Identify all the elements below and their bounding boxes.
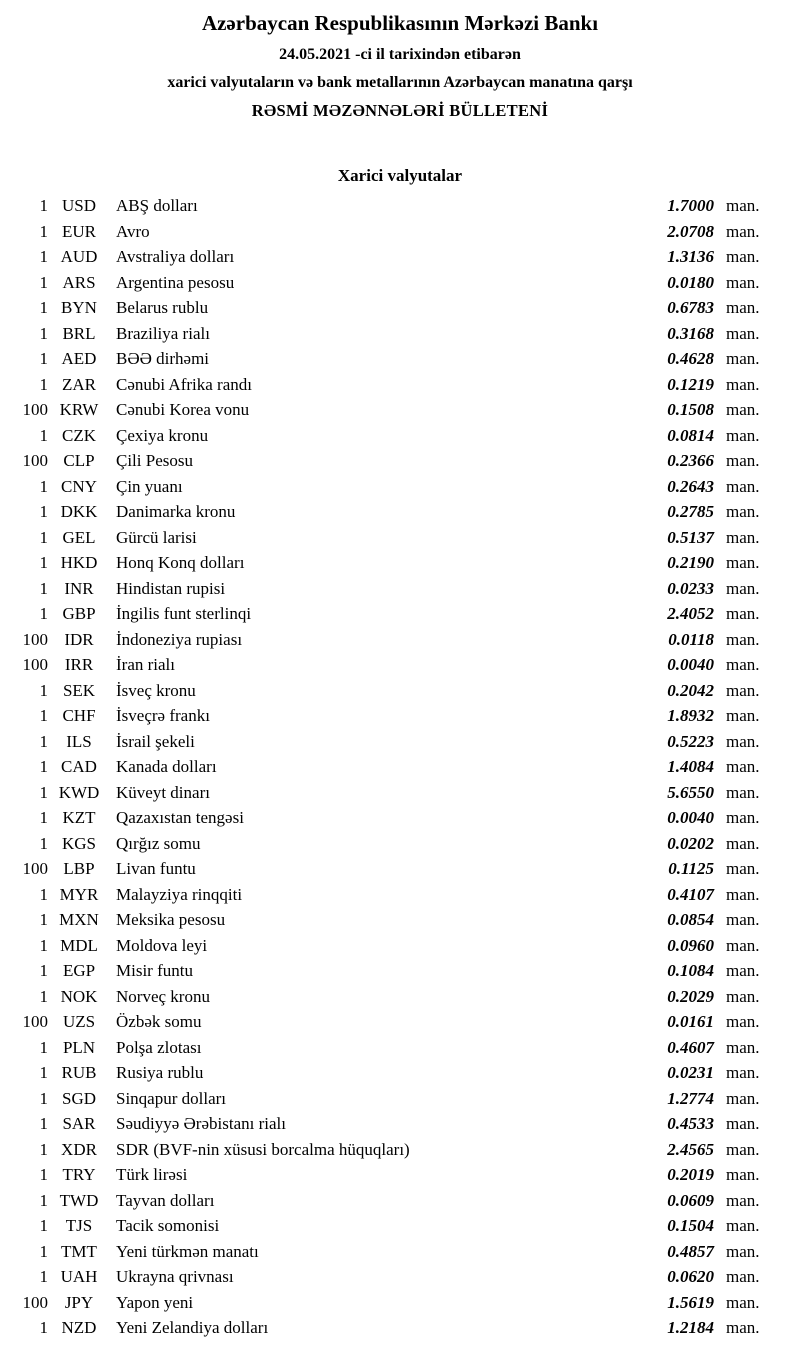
rate-value: 0.2366 [667, 451, 714, 470]
currency-row [0, 474, 800, 500]
currency-code: AUD [60, 247, 98, 266]
currency-row [0, 1009, 800, 1035]
currency-name: İran rialı [116, 655, 175, 674]
currency-quantity: 1 [39, 1241, 48, 1261]
unit-label: man. [726, 247, 760, 266]
unit-label: man. [726, 731, 760, 751]
currency-code: PLN [62, 1037, 96, 1057]
currency-code: MXN [59, 910, 99, 929]
currency-row [0, 1162, 800, 1188]
currency-code: IRR [64, 655, 94, 674]
currency-quantity: 100 [22, 1292, 48, 1312]
currency-name: Yeni Zelandiya dolları [116, 1318, 269, 1337]
currency-code: AED [61, 349, 97, 368]
currency-quantity: 1 [39, 1190, 48, 1210]
currency-code: KWD [58, 782, 100, 802]
unit-label: man. [726, 553, 760, 572]
currency-quantity: 1 [39, 833, 48, 853]
currency-quantity: 1 [39, 349, 48, 368]
rate-value: 2.0708 [667, 221, 714, 241]
currency-code: LBP [63, 859, 95, 878]
rate-value: 0.1504 [667, 1216, 714, 1235]
unit-label: man. [726, 1114, 760, 1133]
currency-name: Kanada dolları [116, 757, 217, 776]
rate-value: 0.0233 [667, 578, 714, 598]
currency-code: CLP [63, 451, 95, 470]
unit-label: man. [726, 1292, 760, 1312]
currency-code: BYN [61, 298, 97, 317]
currency-code: SGD [61, 1088, 96, 1108]
rate-value: 1.2774 [667, 1088, 714, 1108]
currency-row [0, 576, 800, 602]
currency-quantity: 1 [39, 1165, 48, 1184]
unit-label: man. [726, 1267, 760, 1286]
currency-row [0, 984, 800, 1010]
currency-name: Honq Konq dolları [116, 553, 245, 572]
currency-code: SAR [62, 1114, 96, 1133]
currency-quantity: 1 [39, 604, 48, 623]
currency-code: USD [61, 196, 96, 215]
unit-label: man. [726, 833, 760, 853]
currency-code: GBP [62, 604, 96, 623]
currency-name: Livan funtu [116, 859, 196, 878]
rate-value: 1.5619 [667, 1292, 714, 1312]
currency-name: Gürcü larisi [116, 527, 197, 547]
currency-quantity: 100 [22, 629, 48, 649]
currency-quantity: 1 [39, 884, 48, 904]
currency-row [0, 270, 800, 296]
rate-value: 0.0180 [667, 272, 714, 292]
currency-name: Çexiya kronu [116, 425, 209, 445]
unit-label: man. [726, 680, 760, 700]
currency-name: BƏƏ dirhəmi [116, 349, 210, 368]
currency-code: UZS [62, 1012, 96, 1031]
rate-value: 0.0609 [667, 1190, 714, 1210]
currency-quantity: 1 [39, 323, 48, 343]
currency-quantity: 1 [39, 578, 48, 598]
rate-value: 0.0161 [667, 1012, 714, 1031]
currency-quantity: 1 [39, 986, 48, 1006]
currency-row [0, 346, 800, 372]
currency-row [0, 1111, 800, 1137]
unit-label: man. [726, 1139, 760, 1159]
currency-quantity: 100 [22, 859, 48, 878]
currency-row [0, 244, 800, 270]
currency-name: Misir funtu [116, 961, 193, 980]
unit-label: man. [726, 1190, 760, 1210]
currency-row [0, 805, 800, 831]
currency-name: Cənubi Afrika randı [116, 374, 252, 394]
rate-value: 0.0960 [667, 935, 714, 955]
rate-value: 1.8932 [667, 706, 714, 725]
currency-name: ABŞ dolları [116, 196, 198, 215]
currency-name: Danimarka kronu [116, 502, 236, 521]
currency-row [0, 729, 800, 755]
rate-value: 0.5137 [667, 527, 714, 547]
currency-code: DKK [60, 502, 98, 521]
currency-code: KZT [62, 808, 96, 827]
currency-code: CAD [61, 757, 97, 776]
currency-rates-table [0, 193, 800, 1341]
unit-label: man. [726, 961, 760, 980]
currency-quantity: 100 [22, 400, 48, 419]
currency-quantity: 1 [39, 1139, 48, 1159]
currency-name: İsveç kronu [116, 680, 196, 700]
rate-value: 0.2029 [667, 986, 714, 1006]
unit-label: man. [726, 298, 760, 317]
unit-label: man. [726, 884, 760, 904]
currency-name: Meksika pesosu [116, 910, 226, 929]
rate-value: 0.4533 [667, 1114, 714, 1133]
currency-row [0, 1239, 800, 1265]
currency-name: Argentina pesosu [116, 272, 235, 292]
currency-code: CNY [61, 476, 97, 496]
currency-name: Yeni türkmən manatı [116, 1241, 259, 1261]
currency-name: Özbək somu [116, 1012, 202, 1031]
currency-code: TWD [59, 1190, 99, 1210]
rate-value: 0.2042 [667, 680, 714, 700]
unit-label: man. [726, 374, 760, 394]
rate-value: 0.4857 [667, 1241, 714, 1261]
currency-name: Tacik somonisi [116, 1216, 220, 1235]
currency-quantity: 1 [39, 910, 48, 929]
currency-quantity: 1 [39, 425, 48, 445]
rate-value: 0.6783 [667, 298, 714, 317]
rate-value: 1.3136 [667, 247, 714, 266]
rate-value: 0.0620 [667, 1267, 714, 1286]
rate-value: 0.2785 [667, 502, 714, 521]
rate-value: 1.4084 [667, 757, 714, 776]
effective-date-line: 24.05.2021 -ci il tarixindən etibarən [279, 46, 521, 63]
currency-row [0, 193, 800, 219]
currency-quantity: 1 [39, 706, 48, 725]
currency-name: İngilis funt sterlinqi [116, 604, 252, 623]
currency-row [0, 550, 800, 576]
currency-row [0, 1290, 800, 1316]
currency-quantity: 1 [39, 1063, 48, 1082]
rate-value: 0.2643 [667, 476, 714, 496]
unit-label: man. [726, 1165, 760, 1184]
currency-name: Çin yuanı [116, 476, 183, 496]
unit-label: man. [726, 502, 760, 521]
currency-code: RUB [61, 1063, 97, 1082]
currency-quantity: 1 [39, 1216, 48, 1235]
currency-quantity: 100 [22, 1012, 48, 1031]
currency-code: GEL [62, 527, 96, 547]
rate-value: 0.1084 [667, 961, 714, 980]
unit-label: man. [726, 451, 760, 470]
currency-name: Braziliya rialı [116, 323, 210, 343]
currency-name: Küveyt dinarı [116, 782, 210, 802]
currency-row [0, 1137, 800, 1163]
rate-value: 0.2019 [667, 1165, 714, 1184]
unit-label: man. [726, 196, 760, 215]
currency-row [0, 1035, 800, 1061]
currency-quantity: 1 [39, 374, 48, 394]
currency-row [0, 372, 800, 398]
currency-name: İsveçrə frankı [116, 706, 210, 725]
unit-label: man. [726, 1318, 760, 1337]
currency-code: HKD [60, 553, 98, 572]
currency-quantity: 1 [39, 731, 48, 751]
unit-label: man. [726, 1063, 760, 1082]
unit-label: man. [726, 655, 760, 674]
rate-value: 0.0118 [668, 629, 714, 649]
currency-name: Qırğız somu [116, 833, 201, 853]
currency-quantity: 1 [39, 553, 48, 572]
currency-code: INR [64, 578, 94, 598]
currency-row [0, 321, 800, 347]
currency-row [0, 780, 800, 806]
currency-code: NZD [61, 1318, 97, 1337]
unit-label: man. [726, 1241, 760, 1261]
currency-name: Hindistan rupisi [116, 578, 226, 598]
currency-code: TRY [62, 1165, 96, 1184]
currency-quantity: 1 [39, 1088, 48, 1108]
currency-quantity: 1 [39, 757, 48, 776]
unit-label: man. [726, 221, 760, 241]
currency-quantity: 1 [39, 476, 48, 496]
currency-quantity: 1 [39, 1114, 48, 1133]
currency-quantity: 1 [39, 782, 48, 802]
rate-value: 5.6550 [667, 782, 714, 802]
currency-code: CZK [62, 425, 96, 445]
currency-name: Sinqapur dolları [116, 1088, 227, 1108]
currency-code: SEK [62, 680, 96, 700]
section-title: Xarici valyutalar [337, 166, 463, 185]
unit-label: man. [726, 1012, 760, 1031]
currency-row [0, 652, 800, 678]
currency-name: SDR (BVF-nin xüsusi borcalma hüquqları) [116, 1139, 410, 1159]
currency-quantity: 1 [39, 272, 48, 292]
currency-row [0, 499, 800, 525]
unit-label: man. [726, 935, 760, 955]
unit-label: man. [726, 527, 760, 547]
currency-name: Tayvan dolları [116, 1190, 215, 1210]
currency-quantity: 1 [39, 961, 48, 980]
currency-row [0, 958, 800, 984]
unit-label: man. [726, 425, 760, 445]
currency-name: Cənubi Korea vonu [116, 400, 250, 419]
rate-value: 0.0231 [667, 1063, 714, 1082]
currency-name: Avstraliya dolları [116, 247, 235, 266]
currency-row [0, 907, 800, 933]
rate-value: 1.7000 [667, 196, 714, 215]
rate-value: 0.1219 [667, 374, 714, 394]
currency-code: EUR [62, 221, 96, 241]
unit-label: man. [726, 272, 760, 292]
currency-row [0, 627, 800, 653]
bulletin-header [0, 10, 800, 120]
unit-label: man. [726, 1216, 760, 1235]
unit-label: man. [726, 757, 760, 776]
currency-name: İndoneziya rupiası [116, 629, 243, 649]
currency-code: NOK [60, 986, 98, 1006]
currency-name: Norveç kronu [116, 986, 210, 1006]
currency-row [0, 882, 800, 908]
rate-value: 0.0040 [667, 808, 714, 827]
currency-name: Qazaxıstan tengəsi [116, 808, 244, 827]
unit-label: man. [726, 349, 760, 368]
currency-row [0, 448, 800, 474]
unit-label: man. [726, 782, 760, 802]
currency-code: MYR [59, 884, 99, 904]
currency-quantity: 100 [22, 655, 48, 674]
currency-row [0, 423, 800, 449]
currency-row [0, 1086, 800, 1112]
currency-code: IDR [64, 629, 94, 649]
currency-quantity: 1 [39, 247, 48, 266]
unit-label: man. [726, 400, 760, 419]
currency-code: KGS [61, 833, 96, 853]
currency-row [0, 754, 800, 780]
rate-value: 0.0202 [667, 833, 714, 853]
currency-quantity: 1 [39, 196, 48, 215]
currency-quantity: 1 [39, 935, 48, 955]
bulletin-title-line: RƏSMİ MƏZƏNNƏLƏRİ BÜLLETENİ [251, 101, 549, 120]
currency-code: TJS [65, 1216, 93, 1235]
currency-code: KRW [59, 400, 99, 419]
rate-value: 0.0854 [667, 910, 714, 929]
rate-value: 1.2184 [667, 1318, 714, 1337]
currency-code: JPY [64, 1292, 94, 1312]
unit-label: man. [726, 323, 760, 343]
currency-name: Çili Pesosu [116, 451, 193, 470]
currency-quantity: 1 [39, 808, 48, 827]
rate-value: 2.4052 [667, 604, 714, 623]
rate-value: 0.5223 [667, 731, 714, 751]
subject-line: xarici valyutaların və bank metallarının Azərbaycan manatına qarşı [167, 74, 633, 91]
currency-quantity: 1 [39, 502, 48, 521]
currency-name: İsrail şekeli [116, 731, 195, 751]
currency-name: Türk lirəsi [116, 1165, 188, 1184]
currency-row [0, 1060, 800, 1086]
rate-value: 0.0040 [667, 655, 714, 674]
currency-row [0, 397, 800, 423]
currency-code: ILS [66, 731, 92, 751]
currency-quantity: 1 [39, 680, 48, 700]
unit-label: man. [726, 1037, 760, 1057]
currency-row [0, 1315, 800, 1341]
rate-value: 2.4565 [667, 1139, 714, 1159]
currency-name: Belarus rublu [116, 298, 209, 317]
currency-quantity: 1 [39, 221, 48, 241]
currency-name: Ukrayna qrivnası [116, 1267, 234, 1286]
rate-value: 0.4628 [667, 349, 714, 368]
currency-name: Moldova leyi [116, 935, 208, 955]
currency-code: XDR [61, 1139, 97, 1159]
currency-row [0, 678, 800, 704]
currency-name: Yapon yeni [116, 1292, 194, 1312]
currency-row [0, 933, 800, 959]
rate-value: 0.3168 [667, 323, 714, 343]
currency-name: Səudiyyə Ərəbistanı rialı [116, 1114, 286, 1133]
currency-row [0, 831, 800, 857]
currency-row [0, 219, 800, 245]
rate-value: 0.4607 [667, 1037, 714, 1057]
currency-quantity: 1 [39, 298, 48, 317]
currency-code: TMT [61, 1241, 97, 1261]
currency-quantity: 1 [39, 1267, 48, 1286]
currency-name: Polşa zlotası [116, 1037, 202, 1057]
currency-code: UAH [60, 1267, 98, 1286]
currency-row [0, 856, 800, 882]
currency-code: ZAR [62, 374, 96, 394]
unit-label: man. [726, 629, 760, 649]
unit-label: man. [726, 986, 760, 1006]
unit-label: man. [726, 1088, 760, 1108]
rate-value: 0.4107 [667, 884, 714, 904]
currency-code: ARS [62, 272, 96, 292]
currency-code: MDL [60, 935, 98, 955]
rate-value: 0.1125 [668, 859, 714, 878]
currency-quantity: 1 [39, 1318, 48, 1337]
currency-name: Avro [116, 221, 150, 241]
currency-row [0, 1264, 800, 1290]
unit-label: man. [726, 604, 760, 623]
currency-name: Malayziya rinqqiti [116, 884, 243, 904]
rate-value: 0.0814 [667, 425, 714, 445]
bank-title: Azərbaycan Respublikasının Mərkəzi Bankı [201, 11, 599, 35]
unit-label: man. [726, 859, 760, 878]
currency-row [0, 295, 800, 321]
currency-row [0, 703, 800, 729]
unit-label: man. [726, 808, 760, 827]
rate-value: 0.1508 [667, 400, 714, 419]
currency-row [0, 601, 800, 627]
currency-row [0, 1188, 800, 1214]
currency-code: CHF [62, 706, 96, 725]
unit-label: man. [726, 706, 760, 725]
currency-quantity: 1 [39, 1037, 48, 1057]
currency-row [0, 525, 800, 551]
currency-code: EGP [62, 961, 96, 980]
currency-quantity: 100 [22, 451, 48, 470]
currency-name: Rusiya rublu [116, 1063, 204, 1082]
currency-row [0, 1213, 800, 1239]
currency-quantity: 1 [39, 527, 48, 547]
unit-label: man. [726, 476, 760, 496]
unit-label: man. [726, 578, 760, 598]
rate-value: 0.2190 [667, 553, 714, 572]
currency-code: BRL [62, 323, 96, 343]
unit-label: man. [726, 910, 760, 929]
